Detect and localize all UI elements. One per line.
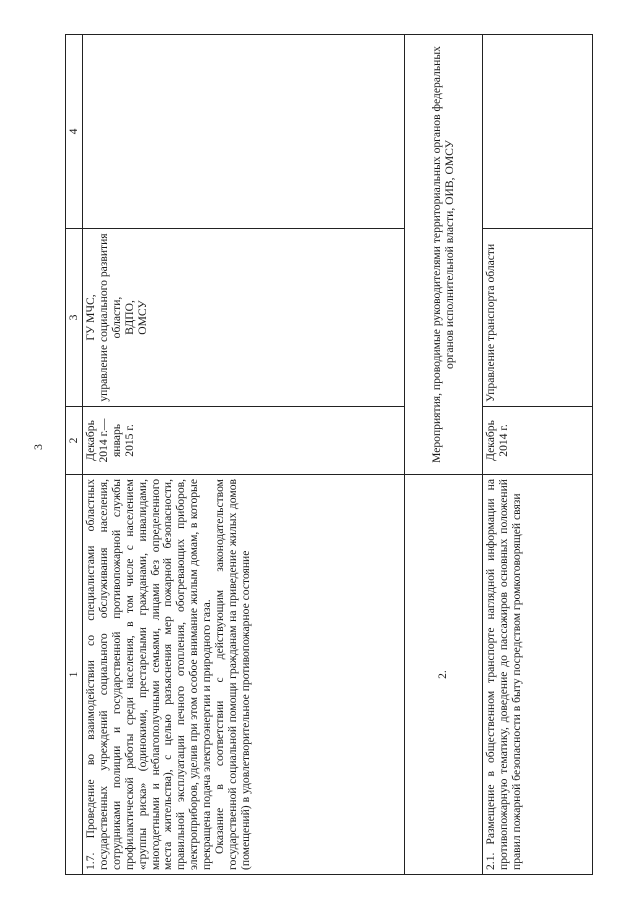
executor-omsu: ОМСУ [135,300,149,335]
table-row-1-7 [83,35,405,875]
measure-description-2-1: 2.1. Размещение в общественном транспорте наглядной информации на противопожарную тематику, доведение до пассажиров основных положений правил пожарной безопасности в быту посредством громкоговорящей связи [483,475,593,875]
column-header-3: 3 [66,229,83,407]
executors-1-7 [83,229,405,407]
column-header-2: 2 [66,407,83,475]
page-number: 3 [31,444,45,450]
executor-gu-mchs: ГУ МЧС, [84,294,97,341]
measures-table [65,34,593,875]
notes-2-1 [483,35,593,229]
term-2-1: Декабрь 2014 г. [483,407,593,475]
column-number-row [66,35,83,875]
executor-2-1: Управление транспорта области [483,229,593,407]
notes-1-7 [83,35,405,229]
section-2-title: Мероприятия, проводимые руководителями территориальных органов федеральных органов исполнительной власти, ОИВ, ОМСУ [405,35,483,475]
measure-text-1-7-support: Оказание в соответствии с действующим законодательством государственной социальной помощи гражданам на приведение жилых домов (помещений) в удовлетворительное противопожарное состояние [213,479,252,870]
table-row-2-1 [483,35,593,875]
term-1-7: Декабрь 2014 г.— январь 2015 г. [83,407,405,475]
measure-text-1-7: 1.7. Проведение во взаимодействии со специалистами областных государственных учреждений социального обслуживания населения, сотрудниками полиции и государственной противопожарной службы профилактической работы среди населения, в том числе с населением «группы риска» (одинокими, престарелыми гражданами, инвалидами, многодетными и неблагополучными семьями, лицами без определенного места жительства), с целью разъяснения мер пожарной безопасности, правильной эксплуатации печного отопления, обогревающих приборов, электроприборов, уделив при этом особое внимание жилым домам, в которые прекращена подача электроэнергии и природного газа. [84,479,214,870]
section-2-number: 2. [405,475,483,875]
section-2-row [405,35,483,875]
executor-vdpo: ВДПО, [122,300,136,335]
column-header-4: 4 [66,35,83,229]
rotated-table-container [65,35,593,875]
executor-social-development: управление социального развития области, [96,233,123,402]
column-header-1: 1 [66,475,83,875]
measure-description-1-7 [83,475,405,875]
